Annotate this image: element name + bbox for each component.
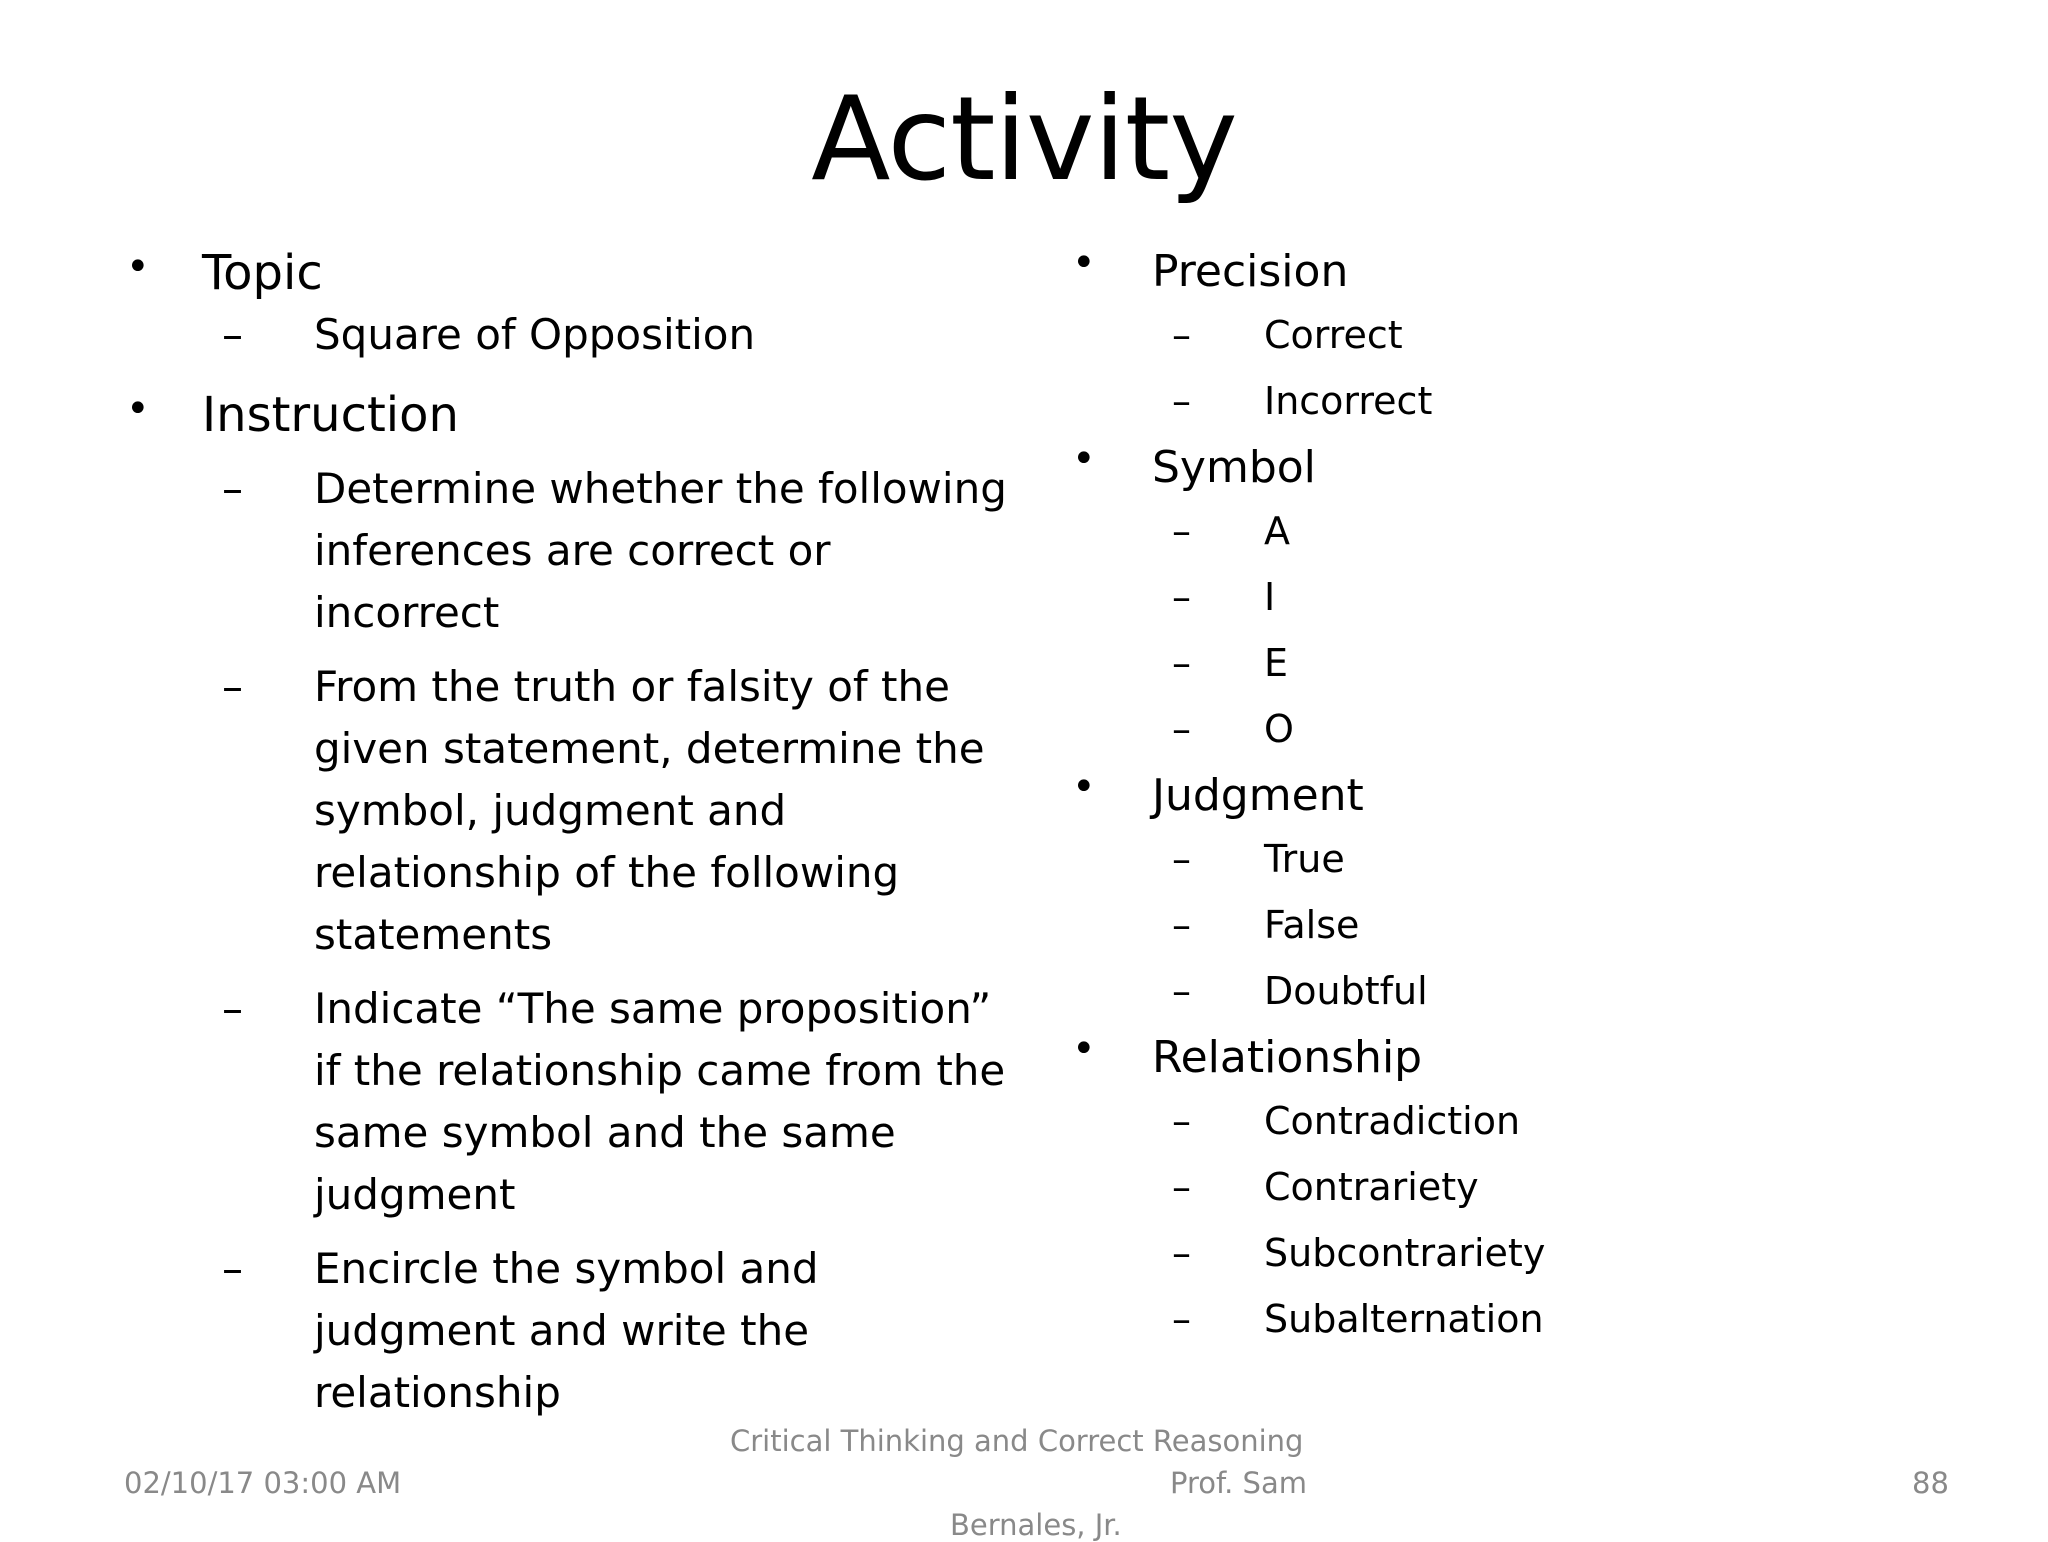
relationship-item-text: Subcontrariety xyxy=(1264,1231,1546,1275)
precision-label: Precision xyxy=(1152,246,1349,297)
instruction-subitem xyxy=(222,978,1020,1226)
topic-item-text: Square of Opposition xyxy=(314,310,756,359)
bullet-icon: • xyxy=(1072,240,1096,286)
instruction-item-text: From the truth or falsity of the given statement, determine the symbol, judgment and relationship of the following statements xyxy=(314,662,985,959)
dash-icon: – xyxy=(1172,509,1191,553)
instruction-item-text: Determine whether the following inferences are correct or incorrect xyxy=(314,464,1007,637)
left-column xyxy=(120,242,1020,1424)
footer-prof: Prof. Sam xyxy=(1170,1466,1307,1500)
instruction-subitem xyxy=(222,1238,1020,1424)
instruction-item-text: Encircle the symbol and judgment and write the relationship xyxy=(314,1244,819,1417)
symbol-item-text: O xyxy=(1264,707,1294,751)
relationship-subitem xyxy=(1172,1220,1970,1286)
judgment-label: Judgment xyxy=(1152,770,1364,821)
symbol-subitem xyxy=(1172,696,1970,762)
dash-icon: – xyxy=(1172,903,1191,947)
dash-icon: – xyxy=(1172,837,1191,881)
relationship-subitem xyxy=(1172,1088,1970,1154)
dash-icon: – xyxy=(222,984,243,1033)
dash-icon: – xyxy=(1172,379,1191,423)
relationship-item-text: Contrariety xyxy=(1264,1165,1479,1209)
dash-icon: – xyxy=(1172,1165,1191,1209)
symbol-item-text: I xyxy=(1264,575,1276,619)
dash-icon: – xyxy=(1172,1099,1191,1143)
judgment-item-text: Doubtful xyxy=(1264,969,1428,1013)
dash-icon: – xyxy=(222,662,243,711)
relationship-subitem xyxy=(1172,1154,1970,1220)
bullet-icon: • xyxy=(126,386,150,432)
bullet-icon: • xyxy=(126,244,150,290)
relationship-subitem xyxy=(1172,1286,1970,1352)
bullet-symbol xyxy=(1070,438,1970,498)
judgment-subitem xyxy=(1172,892,1970,958)
bullet-instruction xyxy=(120,384,1020,446)
symbol-subitem xyxy=(1172,564,1970,630)
precision-subitem xyxy=(1172,368,1970,434)
footer-date: 02/10/17 03:00 AM xyxy=(124,1466,402,1500)
bullet-icon: • xyxy=(1072,436,1096,482)
precision-item-text: Incorrect xyxy=(1264,379,1433,423)
dash-icon: – xyxy=(1172,1231,1191,1275)
bullet-precision xyxy=(1070,242,1970,302)
bullet-judgment xyxy=(1070,766,1970,826)
symbol-item-text: A xyxy=(1264,509,1290,553)
judgment-item-text: True xyxy=(1264,837,1345,881)
instruction-label: Instruction xyxy=(202,387,459,443)
bullet-relationship xyxy=(1070,1028,1970,1088)
judgment-subitem xyxy=(1172,958,1970,1024)
relationship-item-text: Contradiction xyxy=(1264,1099,1521,1143)
symbol-label: Symbol xyxy=(1152,442,1316,493)
relationship-label: Relationship xyxy=(1152,1032,1423,1083)
instruction-item-text: Indicate “The same proposition” if the relationship came from the same symbol and the same judgment xyxy=(314,984,1006,1219)
page-number: 88 xyxy=(1912,1466,1949,1500)
symbol-item-text: E xyxy=(1264,641,1289,685)
instruction-subitem xyxy=(222,656,1020,966)
judgment-item-text: False xyxy=(1264,903,1360,947)
precision-subitem xyxy=(1172,302,1970,368)
symbol-subitem xyxy=(1172,630,1970,696)
precision-item-text: Correct xyxy=(1264,313,1403,357)
dash-icon: – xyxy=(1172,1297,1191,1341)
instruction-subitem xyxy=(222,458,1020,644)
dash-icon: – xyxy=(222,310,243,359)
topic-subitem xyxy=(222,304,1020,366)
dash-icon: – xyxy=(222,464,243,513)
bullet-icon: • xyxy=(1072,1026,1096,1072)
dash-icon: – xyxy=(1172,969,1191,1013)
footer-course: Critical Thinking and Correct Reasoning xyxy=(730,1424,1304,1458)
judgment-subitem xyxy=(1172,826,1970,892)
slide-title: Activity xyxy=(811,72,1237,207)
bullet-icon: • xyxy=(1072,764,1096,810)
bullet-topic xyxy=(120,242,1020,304)
footer-name: Bernales, Jr. xyxy=(950,1508,1122,1542)
symbol-subitem xyxy=(1172,498,1970,564)
dash-icon: – xyxy=(1172,641,1191,685)
topic-label: Topic xyxy=(202,245,323,301)
relationship-item-text: Subalternation xyxy=(1264,1297,1544,1341)
right-column xyxy=(1070,242,1970,1352)
dash-icon: – xyxy=(1172,313,1191,357)
dash-icon: – xyxy=(222,1244,243,1293)
dash-icon: – xyxy=(1172,575,1191,619)
dash-icon: – xyxy=(1172,707,1191,751)
